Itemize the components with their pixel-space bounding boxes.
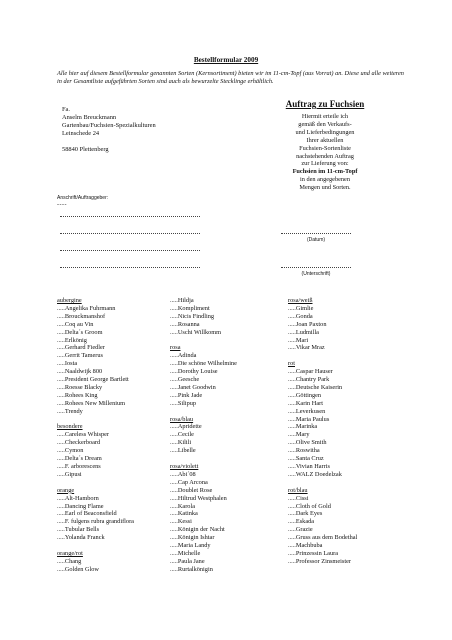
address-name: Anselm Breuckmann — [62, 113, 117, 121]
variety-item[interactable]: .....Hiltrud Westphalen — [170, 494, 227, 502]
order-heading: Auftrag zu Fuchsien — [285, 99, 365, 109]
order-line: nachstehenden Auftrag — [296, 152, 354, 160]
variety-item[interactable]: .....Ludmilla — [288, 328, 319, 336]
variety-item[interactable]: .....Joan Paxton — [288, 320, 327, 328]
variety-item[interactable]: .....Professor Zinsmeister — [288, 557, 351, 565]
supplier-address — [62, 106, 232, 153]
variety-item[interactable]: .....Königin der Nacht — [170, 526, 225, 534]
variety-item[interactable]: .....Königin Ishtar — [170, 534, 215, 542]
variety-item[interactable]: .....Gruss aus dem Bodethal — [288, 534, 358, 542]
variety-item[interactable]: .....Geesche — [170, 376, 200, 384]
color-group-heading: rosa — [170, 344, 181, 352]
variety-item[interactable]: .....Marinka — [288, 423, 318, 431]
variety-item[interactable]: .....Alt-Hamborn — [57, 494, 99, 502]
variety-item[interactable]: .....Mary — [288, 431, 310, 439]
variety-item[interactable]: .....Careless Whisper — [57, 431, 109, 439]
sender-address-line[interactable] — [60, 250, 200, 251]
variety-item[interactable]: .....Libelle — [170, 447, 196, 455]
variety-item[interactable]: .....Kompliment — [170, 304, 210, 312]
color-group-heading: rosa/violett — [170, 462, 199, 470]
variety-item[interactable]: .....Chang — [57, 557, 82, 565]
variety-item[interactable]: .....Earl of Beaconsfield — [57, 510, 117, 518]
variety-item[interactable]: .....Eskada — [288, 518, 315, 526]
variety-item[interactable]: .....Mari — [288, 336, 309, 344]
order-line: und Lieferbedingungen — [295, 128, 355, 136]
variety-item[interactable]: .....Machbuba — [288, 542, 323, 550]
variety-item[interactable]: .....Santa Cruz — [288, 455, 324, 463]
variety-item[interactable]: .....Prinzessin Laura — [288, 549, 339, 557]
variety-item[interactable]: .....Doublet Rose — [170, 486, 213, 494]
variety-item[interactable]: .....Nicis Findling — [170, 312, 215, 320]
variety-item[interactable]: .....Karin Hart — [288, 399, 323, 407]
variety-item[interactable]: .....Angelika Fuhrmann — [57, 304, 116, 312]
color-group-heading: rot — [288, 360, 295, 368]
variety-item[interactable]: .....Delta´s Dream — [57, 455, 102, 463]
variety-item[interactable]: .....Kessi — [170, 518, 192, 526]
variety-item[interactable]: .....Dorothy Louise — [170, 368, 218, 376]
variety-item[interactable]: .....Cap Arcona — [170, 478, 208, 486]
order-line: Ihrer aktuellen — [306, 136, 344, 144]
variety-item[interactable]: .....Rosanna — [170, 320, 200, 328]
variety-item[interactable]: .....Die schöne Wilhelmine — [170, 360, 237, 368]
variety-item[interactable]: .....Gerhard Fiedler — [57, 344, 105, 352]
variety-item[interactable]: .....Erlkönig — [57, 336, 87, 344]
order-line: Mengen und Sorten. — [299, 184, 351, 192]
variety-column-2 — [170, 297, 237, 574]
date-line[interactable] — [281, 233, 351, 234]
variety-item[interactable]: .....Uschi Willkomm — [170, 328, 222, 336]
variety-item[interactable]: .....Vikar Mraz — [288, 344, 325, 352]
variety-item[interactable]: .....Leverkusen — [288, 407, 326, 415]
variety-item[interactable]: .....Checkerboard — [57, 439, 101, 447]
order-line: Hiermit erteile ich — [301, 113, 349, 120]
variety-item[interactable]: .....Iosta — [57, 360, 78, 368]
variety-item[interactable]: .....Delta´s Groom — [57, 328, 103, 336]
variety-item[interactable]: .....Gipusi — [57, 470, 82, 478]
variety-item[interactable]: .....Trendy — [57, 407, 83, 415]
variety-item[interactable]: .....Maria Paulus — [288, 415, 330, 423]
variety-item[interactable]: .....Katinka — [170, 510, 198, 518]
order-line: zur Lieferung von: — [301, 160, 349, 168]
variety-item[interactable]: .....Gonda — [288, 312, 313, 320]
variety-item[interactable]: .....Caspar Hauser — [288, 368, 333, 376]
sender-address-line[interactable] — [60, 233, 200, 234]
variety-item[interactable]: .....Gerrit Tamerus — [57, 352, 103, 360]
variety-item[interactable]: .....Coq au Vin — [57, 320, 94, 328]
variety-item[interactable]: .....Naaldwijk 800 — [57, 368, 103, 376]
sender-address-line[interactable] — [60, 267, 200, 268]
color-group-heading: besondere — [57, 423, 83, 431]
sender-dash: ---- — [57, 202, 67, 208]
variety-item[interactable]: .....Roswitha — [288, 447, 320, 455]
order-line: Fuchsien-Sortenliste — [299, 144, 351, 152]
color-group-heading: rosa/blau — [170, 415, 194, 423]
address-street: Leinschede 24 — [62, 129, 100, 137]
variety-item[interactable]: .....Grazie — [288, 526, 313, 534]
variety-item[interactable]: .....Maria Landy — [170, 542, 211, 550]
variety-item[interactable]: .....Rohees King — [57, 391, 98, 399]
variety-item[interactable]: .....F. arborescens — [57, 463, 101, 471]
variety-item[interactable]: .....Cecile — [170, 431, 194, 439]
variety-item[interactable]: .....WALZ Doedelzak — [288, 470, 342, 478]
variety-item[interactable]: .....Janet Goodwin — [170, 383, 216, 391]
color-group-heading: aubergine — [57, 297, 82, 304]
variety-item[interactable]: .....Karola — [170, 502, 196, 510]
address-city: 58840 Plettenberg — [62, 145, 109, 153]
variety-item[interactable]: .....Chantry Park — [288, 376, 330, 384]
signature-label: (Unterschrift) — [301, 271, 331, 277]
variety-item[interactable]: .....Tubular Bells — [57, 526, 100, 534]
variety-item[interactable]: .....Cloth of Gold — [288, 502, 331, 510]
address-company: Gartenbau/Fuchsien-Spezialkulturen — [62, 121, 156, 129]
variety-item[interactable]: .....Silipup — [170, 399, 197, 407]
variety-item[interactable]: .....Paula Jane — [170, 557, 205, 565]
address-salutation: Fa. — [62, 106, 70, 113]
variety-item[interactable]: .....Dark Eyes — [288, 510, 323, 518]
variety-item[interactable]: .....Rurtalkönigin — [170, 565, 213, 573]
variety-item[interactable]: .....Adinda — [170, 352, 197, 360]
variety-item[interactable]: .....Deutsche Kaiserin — [288, 383, 343, 391]
variety-item[interactable]: .....Olive Smith — [288, 439, 327, 447]
form-title: Bestellformular 2009 — [193, 56, 259, 64]
variety-item[interactable]: .....F. fulgens rubra grandiflora — [57, 518, 134, 526]
variety-item[interactable]: .....Pink Jade — [170, 391, 203, 399]
variety-item[interactable]: .....Gimlie — [288, 304, 314, 312]
variety-item[interactable]: .....Dancing Flame — [57, 502, 104, 510]
variety-item[interactable]: .....Göttingen — [288, 391, 322, 399]
sender-label: Anschrift/Auftraggeber: — [57, 195, 109, 201]
variety-column-1 — [57, 297, 134, 574]
intro-text: Alle hier auf diesem Bestellformular genannten Sorten (Kernsortiment) bieten wir im 11-cm-Topf (aus Vorrat) an. Diese und alle weiteren in der Gesamtliste aufgeführten Sorten sind auch als bewurzelte Stecklinge erhältlich. — [57, 70, 404, 85]
sender-address-line[interactable] — [60, 216, 200, 217]
variety-item[interactable]: .....Apridette — [170, 423, 202, 431]
order-statement — [260, 113, 390, 192]
color-group-heading: rosa/weiß — [288, 297, 313, 304]
order-line: in den angegebenen — [299, 176, 350, 184]
variety-item[interactable]: .....Brouckmanshof — [57, 312, 106, 320]
order-pot-size: Fuchsien im 11-cm-Topf — [292, 168, 358, 176]
order-line: gemäß den Verkaufs- — [298, 120, 352, 128]
variety-column-3 — [288, 297, 357, 566]
variety-item[interactable]: .....Cissi — [288, 494, 309, 502]
variety-item[interactable]: .....President George Bartlett — [57, 376, 129, 384]
variety-item[interactable]: .....Abi´08 — [170, 470, 196, 478]
variety-item[interactable]: .....Roesse Blacky — [57, 383, 103, 391]
variety-item[interactable]: .....Rohees New Millenium — [57, 399, 126, 407]
variety-item[interactable]: .....Hildja — [170, 297, 194, 304]
color-group-heading: orange — [57, 486, 75, 494]
variety-item[interactable]: .....Cymon — [57, 447, 84, 455]
signature-line[interactable] — [281, 267, 351, 268]
color-group-heading: orange/rot — [57, 549, 83, 557]
variety-item[interactable]: .....Michelle — [170, 549, 201, 557]
variety-item[interactable]: .....Yolanda Franck — [57, 534, 105, 542]
color-group-heading: rot/blau — [288, 486, 308, 494]
variety-item[interactable]: .....Vivian Harris — [288, 463, 330, 471]
variety-item[interactable]: .....Kilili — [170, 439, 192, 447]
date-label: (Datum) — [306, 237, 326, 243]
variety-item[interactable]: .....Golden Glow — [57, 565, 99, 573]
